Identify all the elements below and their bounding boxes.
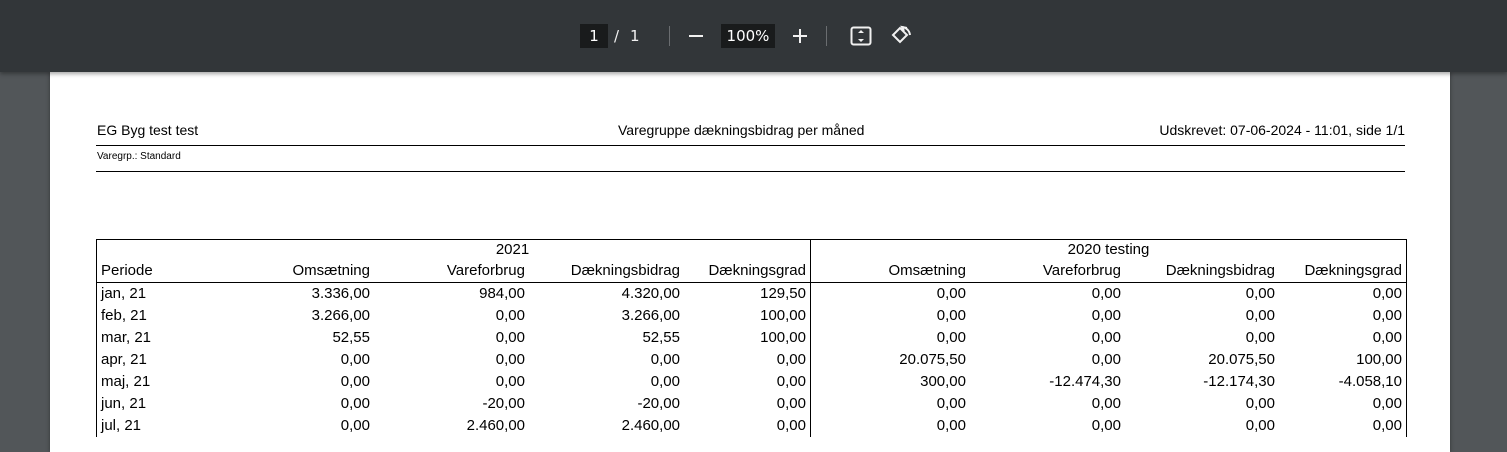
table-row [97,415,1406,437]
table-cell: 0,00 [1091,395,1121,412]
table-cell: 0,00 [684,393,811,415]
table-cell: 0,00 [1372,329,1402,346]
column-header: Periode [101,262,153,279]
table-cell: 0,00 [495,351,525,368]
table-cell: 2.460,00 [466,417,525,434]
table-cell: 0,00 [1245,417,1275,434]
table-cell: 0,00 [936,417,966,434]
toolbar-divider [669,26,670,46]
table-cell: 52,55 [332,329,370,346]
table-cell: feb, 21 [101,307,147,324]
table-cell: 0,00 [936,395,966,412]
table-cell: 0,00 [1091,329,1121,346]
table-cell: 100,00 [684,305,811,327]
table-cell: 0,00 [936,307,966,324]
column-header: Vareforbrug [446,262,525,279]
print-info: Udskrevet: 07-06-2024 - 11:01, side 1/1 [1159,122,1405,138]
table-row [97,305,1406,327]
table-cell: 0,00 [1372,307,1402,324]
table-cell: jun, 21 [101,395,147,412]
toolbar-divider [826,26,827,46]
column-header: Dækningsbidrag [1165,262,1275,279]
table-cell: apr, 21 [101,351,147,368]
rotate-button[interactable] [887,22,915,50]
table-row [97,393,1406,415]
table-cell: 100,00 [1356,351,1402,368]
group-header-row [97,240,1406,260]
table-cell: mar, 21 [101,329,152,346]
table-cell: 0,00 [495,373,525,390]
table-row [97,327,1406,349]
table-cell: 0,00 [340,417,370,434]
table-cell: 0,00 [1372,285,1402,302]
group-header-2020: 2020 testing [1067,241,1150,258]
table-cell: -4.058,10 [1338,373,1402,390]
table-cell: 0,00 [684,415,811,437]
column-header: Omsætning [888,262,966,279]
table-cell: 0,00 [340,395,370,412]
column-header-row [97,260,1406,283]
table-cell: 0,00 [684,349,811,371]
fit-page-button[interactable] [847,22,875,50]
table-cell: 3.266,00 [311,307,370,324]
table-cell: 0,00 [650,351,680,368]
report-title: Varegruppe dækningsbidrag per måned [618,122,865,138]
column-header: Dækningsbidrag [570,262,680,279]
pdf-toolbar [0,0,1507,72]
table-cell: 52,55 [642,329,680,346]
table-cell: 0,00 [340,351,370,368]
table-cell: 0,00 [1245,285,1275,302]
table-cell: jul, 21 [101,417,142,434]
table-cell: 0,00 [936,329,966,346]
table-cell: 0,00 [1091,285,1121,302]
group-filter: Varegrp.: Standard [97,151,181,162]
table-row [97,349,1406,371]
table-cell: 0,00 [1091,351,1121,368]
table-cell: 0,00 [1245,329,1275,346]
table-cell: -20,00 [482,395,525,412]
table-cell: 0,00 [1091,417,1121,434]
table-cell: 0,00 [1091,307,1121,324]
table-cell: 300,00 [920,373,966,390]
minus-icon [688,28,704,44]
table-cell: 984,00 [479,285,525,302]
zoom-in-button[interactable] [786,22,814,50]
table-row [97,283,1406,305]
table-cell: 20.075,50 [1208,351,1275,368]
page-number-input[interactable]: 1 [580,24,608,48]
table-cell: 0,00 [340,373,370,390]
page-total: 1 [630,27,640,45]
table-cell: jan, 21 [101,285,147,302]
table-cell: -12.174,30 [1203,373,1275,390]
column-header: Dækningsgrad [684,260,811,282]
table-cell: 4.320,00 [621,285,680,302]
group-header-2021: 2021 [97,240,811,260]
table-cell: maj, 21 [101,373,151,390]
page-separator: / [614,27,620,45]
table-cell: 0,00 [684,371,811,393]
pdf-page [50,72,1450,452]
table-cell: -12.474,30 [1049,373,1121,390]
column-header: Vareforbrug [1042,262,1121,279]
column-header: Dækningsgrad [1304,262,1402,279]
company-name: EG Byg test test [97,122,199,138]
rotate-icon [889,24,913,48]
header-rule [96,171,1405,172]
fit-page-icon [850,26,872,46]
table-row [97,371,1406,393]
report-table [96,239,1407,437]
table-cell: 0,00 [495,329,525,346]
table-cell: 3.336,00 [311,285,370,302]
table-cell: 0,00 [1372,417,1402,434]
table-cell: 0,00 [650,373,680,390]
table-cell: -20,00 [637,395,680,412]
table-cell: 0,00 [495,307,525,324]
column-header: Omsætning [292,262,370,279]
table-cell: 0,00 [1245,395,1275,412]
zoom-level-input[interactable]: 100% [721,24,775,48]
table-cell: 0,00 [1245,307,1275,324]
plus-icon [792,28,808,44]
table-cell: 129,50 [684,283,811,305]
table-cell: 100,00 [684,327,811,349]
zoom-out-button[interactable] [682,22,710,50]
table-cell: 20.075,50 [899,351,966,368]
header-rule [96,145,1405,146]
table-cell: 3.266,00 [621,307,680,324]
table-cell: 0,00 [1372,395,1402,412]
table-cell: 0,00 [936,285,966,302]
table-cell: 2.460,00 [621,417,680,434]
